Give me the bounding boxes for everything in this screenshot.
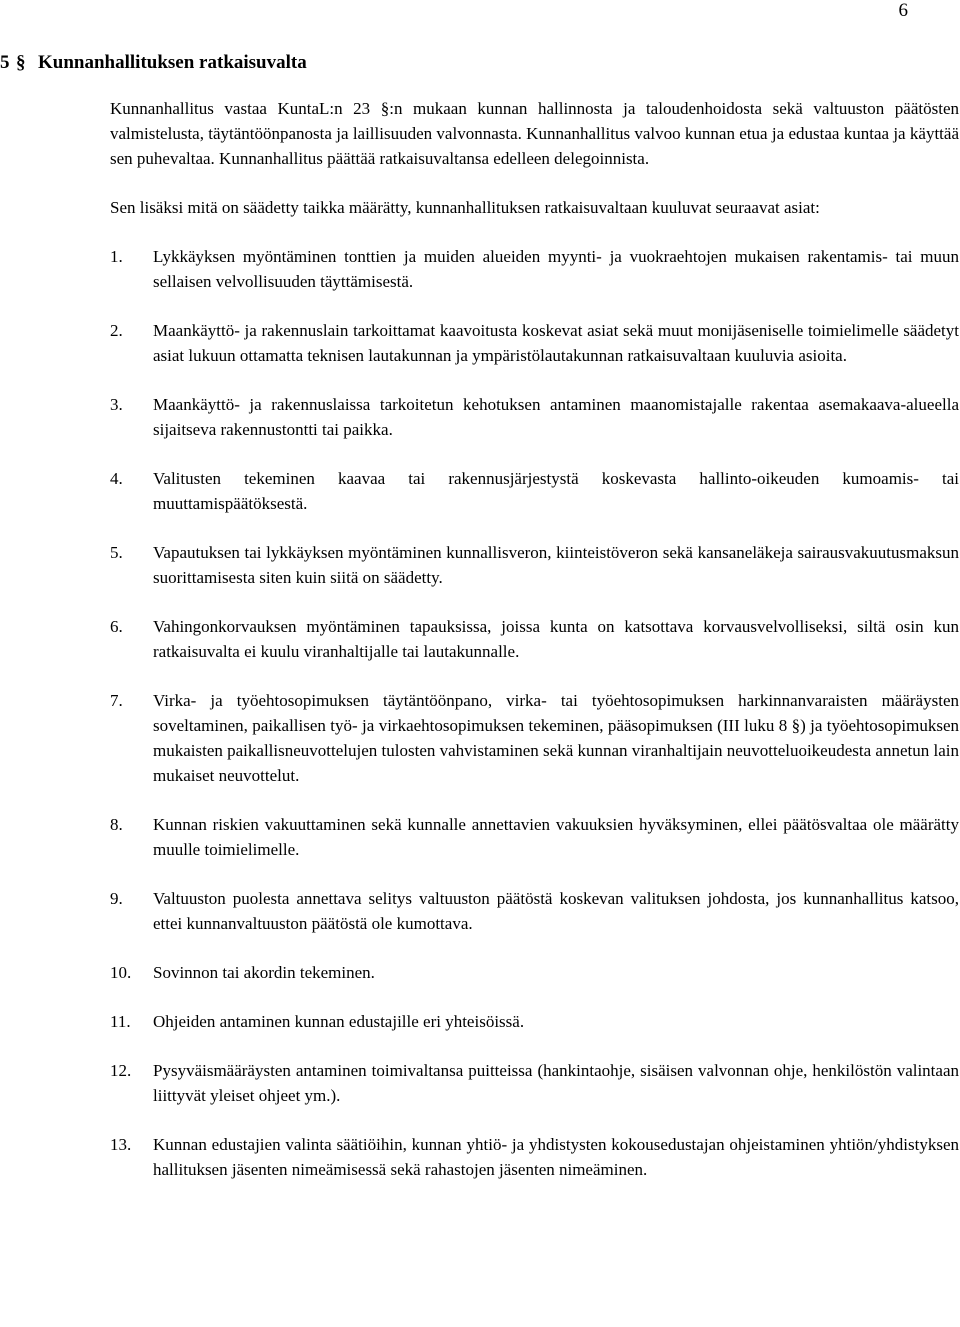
list-item-text: Valitusten tekeminen kaavaa tai rakennusjärjestystä koskevasta hallinto-oikeuden kumoamis- tai muuttamispäätöksestä.	[153, 469, 959, 513]
list-intro-paragraph: Sen lisäksi mitä on säädetty taikka määrätty, kunnanhallituksen ratkaisuvaltaan kuuluvat seuraavat asiat:	[110, 198, 820, 217]
list-item-text: Vapautuksen tai lykkäyksen myöntäminen kunnallisveron, kiinteistöveron sekä kansaneläkeja sairausvakuutusmaksun suorittamisesta siten kuin siitä on säädetty.	[153, 543, 959, 587]
list-item-number: 6.	[110, 617, 123, 636]
list-item-number: 4.	[110, 469, 123, 488]
list-item-text: Maankäyttö- ja rakennuslaissa tarkoitetun kehotuksen antaminen maanomistajalle rakentaa asemakaava-alueella sijaitseva rakennustontti tai paikka.	[153, 395, 959, 439]
list-item-text: Maankäyttö- ja rakennuslain tarkoittamat kaavoitusta koskevat asiat sekä muut monijäseniselle toimielimelle säädetyt asiat lukuun ottamatta teknisen lautakunnan ja ympäristölautakunnan ratkaisuvaltaan kuuluvia asioita.	[153, 321, 959, 365]
list-item-text: Valtuuston puolesta annettava selitys valtuuston päätöstä koskevan valituksen johdosta, jos kunnanhallitus katsoo, ettei kunnanvaltuuston päätöstä ole kumottava.	[153, 889, 959, 933]
document-body	[110, 96, 959, 1182]
list-item	[110, 1009, 959, 1034]
list-item	[110, 688, 959, 788]
list-item-text: Kunnan edustajien valinta säätiöihin, kunnan yhtiö- ja yhdistysten kokousedustajan ohjeistaminen yhtiön/yhdistyksen hallituksen jäsenten nimeämisessä sekä rahastojen jäsenten nimeäminen.	[153, 1135, 959, 1179]
list-item-number: 8.	[110, 815, 123, 834]
list-item-number: 2.	[110, 321, 123, 340]
list-item-text: Kunnan riskien vakuuttaminen sekä kunnalle annettavien vakuuksien hyväksyminen, ellei päätösvaltaa ole määrätty muulle toimielimelle.	[153, 815, 959, 859]
section-heading	[0, 52, 307, 74]
list-item-text: Pysyväismääräysten antaminen toimivaltansa puitteissa (hankintaohje, sisäisen valvonnan ohje, henkilöstön valintaan liittyvät yleiset ohjeet ym.).	[153, 1061, 959, 1105]
list-item-number: 9.	[110, 889, 123, 908]
list-item	[110, 392, 959, 442]
list-item	[110, 886, 959, 936]
list-item	[110, 614, 959, 664]
section-title: Kunnanhallituksen ratkaisuvalta	[38, 52, 307, 73]
list-item	[110, 466, 959, 516]
list-item-number: 11.	[110, 1012, 131, 1031]
list-item	[110, 244, 959, 294]
list-item	[110, 540, 959, 590]
list-item	[110, 812, 959, 862]
section-mark: §	[16, 52, 26, 73]
list-item-number: 7.	[110, 691, 123, 710]
list-item-number: 10.	[110, 963, 132, 982]
list-item-text: Ohjeiden antaminen kunnan edustajille eri yhteisöissä.	[153, 1012, 525, 1031]
list-item	[110, 960, 959, 985]
list-item-number: 13.	[110, 1135, 132, 1154]
list-item	[110, 1132, 959, 1182]
list-item	[110, 318, 959, 368]
list-item-number: 5.	[110, 543, 123, 562]
intro-paragraph: Kunnanhallitus vastaa KuntaL:n 23 §:n mukaan kunnan hallinnosta ja taloudenhoidosta sekä valtuuston päätösten valmistelusta, täytäntöönpanosta ja laillisuuden valvonnasta. Kunnanhallitus valvoo kunnan etua ja edustaa kuntaa ja käyttää sen puhevaltaa. Kunnanhallitus päättää ratkaisuvaltansa edelleen delegoinnista.	[110, 99, 959, 168]
list-item-text: Sovinnon tai akordin tekeminen.	[153, 963, 375, 982]
list-item-text: Lykkäyksen myöntäminen tonttien ja muiden alueiden myynti- ja vuokraehtojen mukaisen rakentamis- tai muun sellaisen velvollisuuden täyttämisestä.	[153, 247, 959, 291]
list-item-number: 3.	[110, 395, 123, 414]
list-item	[110, 1058, 959, 1108]
list-item-text: Virka- ja työehtosopimuksen täytäntöönpano, virka- tai työehtosopimuksen harkinnanvaraisten määräysten soveltaminen, paikallisen työ- ja virkaehtosopimuksen tekeminen, pääsopimuksen (III luku 8 §) ja työehtosopimuksen mukaisten paikallisneuvottelujen tulosten vahvistaminen sekä kunnan viranhaltijain neuvotteluoikeudesta annetun lain mukaiset neuvottelut.	[153, 691, 959, 785]
page-number: 6	[898, 0, 908, 21]
list-item-number: 12.	[110, 1061, 132, 1080]
list-item-number: 1.	[110, 247, 123, 266]
section-number: 5	[0, 52, 10, 73]
list-item-text: Vahingonkorvauksen myöntäminen tapauksissa, joissa kunta on katsottava korvausvelvolliseksi, siltä osin kun ratkaisuvalta ei kuulu viranhaltijalle tai lautakunnalle.	[153, 617, 959, 661]
